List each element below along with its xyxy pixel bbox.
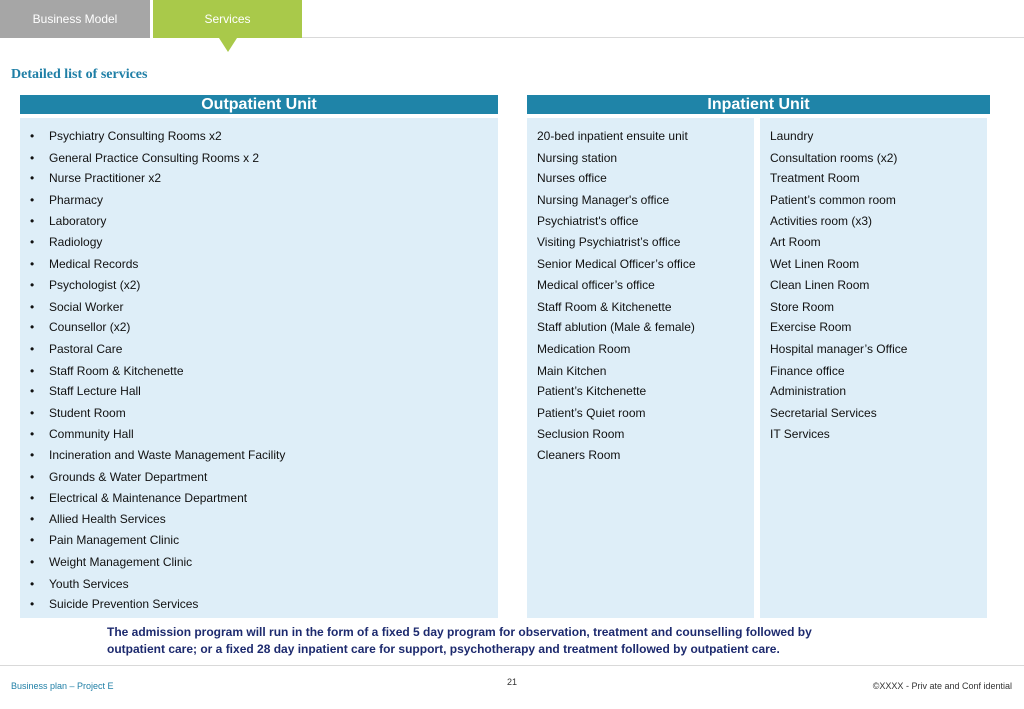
list-item-label: Youth Services [49, 577, 129, 591]
list-item [537, 427, 624, 441]
list-item [770, 364, 845, 378]
list-item-label: Patient’s common room [770, 193, 896, 207]
bullet-icon: • [30, 384, 35, 398]
list-item [770, 427, 830, 441]
list-item-label: Senior Medical Officer’s office [537, 257, 696, 271]
list-item [537, 300, 672, 314]
list-item [537, 320, 695, 334]
bullet-icon: • [30, 300, 35, 314]
list-item-label: Nurse Practitioner x2 [49, 171, 162, 185]
list-item [30, 342, 122, 356]
list-item-label: Student Room [49, 406, 126, 420]
list-item-label: Store Room [770, 300, 835, 314]
list-item-label: Main Kitchen [537, 364, 607, 378]
list-item [30, 214, 106, 228]
list-item [770, 235, 821, 249]
list-item-label: Allied Health Services [49, 512, 166, 526]
bullet-icon: • [30, 406, 35, 420]
list-item [30, 193, 103, 207]
list-item [537, 257, 696, 271]
list-item [537, 151, 617, 165]
bullet-icon: • [30, 193, 35, 207]
list-item-label: Staff ablution (Male & female) [537, 320, 695, 334]
list-item-label: Counsellor (x2) [49, 320, 131, 334]
list-item-label: Pharmacy [49, 193, 104, 207]
list-item [770, 384, 846, 398]
footer-document-title: Business plan – Project E [11, 681, 114, 691]
list-item [537, 406, 646, 420]
list-item-label: Electrical & Maintenance Department [49, 491, 248, 505]
list-item-label: IT Services [770, 427, 830, 441]
list-item-label: Finance office [770, 364, 845, 378]
list-item [30, 257, 138, 271]
bullet-icon: • [30, 257, 35, 271]
list-item-label: Weight Management Clinic [49, 555, 193, 569]
list-item-label: Staff Lecture Hall [49, 384, 141, 398]
bullet-icon: • [30, 364, 35, 378]
list-item [30, 406, 126, 420]
page-title: Detailed list of services [11, 67, 148, 82]
list-item-label: Activities room (x3) [770, 214, 873, 228]
list-item [30, 235, 102, 249]
list-item [770, 300, 834, 314]
list-item [770, 129, 813, 143]
list-item [537, 448, 620, 462]
list-item [30, 171, 161, 185]
bullet-icon: • [30, 320, 35, 334]
list-item [537, 193, 669, 207]
list-item-label: Cleaners Room [537, 448, 621, 462]
list-item-label: Psychologist (x2) [49, 278, 141, 292]
list-item [537, 129, 688, 143]
bottom-divider [0, 665, 1024, 666]
list-item [537, 235, 680, 249]
list-item [30, 448, 285, 462]
list-item-label: Medical officer’s office [537, 278, 655, 292]
inpatient-unit-header: Inpatient Unit [527, 95, 990, 114]
list-item-label: Suicide Prevention Services [49, 597, 199, 611]
list-item [770, 278, 869, 292]
list-item [770, 193, 896, 207]
bullet-icon: • [30, 214, 35, 228]
list-item-label: Pastoral Care [49, 342, 123, 356]
list-item [537, 364, 606, 378]
list-item [537, 171, 607, 185]
list-item-label: Community Hall [49, 427, 134, 441]
list-item-label: Psychiatry Consulting Rooms x2 [49, 129, 222, 143]
list-item [537, 214, 638, 228]
list-item-label: Staff Room & Kitchenette [49, 364, 184, 378]
list-item-label: Radiology [49, 235, 103, 249]
list-item-label: Medication Room [537, 342, 631, 356]
list-item-label: Incineration and Waste Management Facility [49, 448, 286, 462]
list-item-label: Art Room [770, 235, 821, 249]
list-item [770, 406, 877, 420]
list-item [30, 384, 141, 398]
list-item-label: Treatment Room [770, 171, 860, 185]
list-item-label: 20-bed inpatient ensuite unit [537, 129, 688, 143]
list-item [30, 555, 192, 569]
list-item [537, 384, 646, 398]
list-item-label: Social Worker [49, 300, 124, 314]
list-item-label: General Practice Consulting Rooms x 2 [49, 151, 260, 165]
note-line-1: The admission program will run in the form of a fixed 5 day program for observation, treatment and counselling followed by [107, 625, 812, 639]
list-item-label: Exercise Room [770, 320, 852, 334]
admission-program-note [107, 624, 907, 658]
list-item [30, 577, 129, 591]
page-number: 21 [507, 677, 518, 687]
bullet-icon: • [30, 491, 35, 505]
bullet-icon: • [30, 171, 35, 185]
list-item-label: Hospital manager’s Office [770, 342, 908, 356]
bullet-icon: • [30, 533, 35, 547]
list-item [30, 320, 130, 334]
list-item [30, 151, 259, 165]
bullet-icon: • [30, 278, 35, 292]
list-item-label: Laundry [770, 129, 814, 143]
bullet-icon: • [30, 512, 35, 526]
list-item [770, 320, 851, 334]
list-item [30, 129, 222, 143]
list-item [30, 427, 134, 441]
list-item-label: Patient’s Kitchenette [537, 384, 647, 398]
list-item-label: Nursing Manager's office [537, 193, 670, 207]
tab-business-model[interactable]: Business Model [0, 0, 150, 38]
list-item [770, 171, 860, 185]
bullet-icon: • [30, 470, 35, 484]
list-item-label: Patient’s Quiet room [537, 406, 646, 420]
list-item-label: Staff Room & Kitchenette [537, 300, 672, 314]
list-item-label: Clean Linen Room [770, 278, 870, 292]
list-item-label: Psychiatrist's office [537, 214, 639, 228]
list-item [770, 342, 907, 356]
list-item [30, 491, 247, 505]
bullet-icon: • [30, 129, 35, 143]
note-line-2: outpatient care; or a fixed 28 day inpatient care for support, psychotherapy and treatment followed by outpatient care. [107, 642, 780, 656]
bullet-icon: • [30, 448, 35, 462]
list-item [30, 278, 140, 292]
list-item [770, 257, 859, 271]
list-item [30, 364, 184, 378]
list-item-label: Administration [770, 384, 847, 398]
bullet-icon: • [30, 555, 35, 569]
list-item [30, 533, 179, 547]
active-tab-pointer [219, 38, 237, 52]
list-item-label: Seclusion Room [537, 427, 625, 441]
list-item [537, 342, 630, 356]
outpatient-unit-header: Outpatient Unit [20, 95, 498, 114]
list-item [537, 278, 655, 292]
bullet-icon: • [30, 427, 35, 441]
list-item [770, 214, 872, 228]
list-item-label: Grounds & Water Department [49, 470, 208, 484]
list-item [770, 151, 897, 165]
list-item-label: Nursing station [537, 151, 618, 165]
footer-confidentiality: ©XXXX - Priv ate and Conf idential [872, 681, 1012, 691]
bullet-icon: • [30, 577, 35, 591]
list-item-label: Laboratory [49, 214, 107, 228]
list-item-label: Wet Linen Room [770, 257, 860, 271]
top-divider [302, 37, 1024, 38]
list-item [30, 512, 166, 526]
list-item-label: Consultation rooms (x2) [770, 151, 898, 165]
list-item-label: Medical Records [49, 257, 139, 271]
list-item-label: Nurses office [537, 171, 607, 185]
bullet-icon: • [30, 151, 35, 165]
list-item [30, 470, 207, 484]
list-item-label: Secretarial Services [770, 406, 877, 420]
bullet-icon: • [30, 235, 35, 249]
bullet-icon: • [30, 597, 35, 611]
list-item-label: Pain Management Clinic [49, 533, 180, 547]
bullet-icon: • [30, 342, 35, 356]
tab-services[interactable]: Services [153, 0, 302, 38]
list-item [30, 300, 123, 314]
list-item [30, 597, 198, 611]
list-item-label: Visiting Psychiatrist’s office [537, 235, 681, 249]
